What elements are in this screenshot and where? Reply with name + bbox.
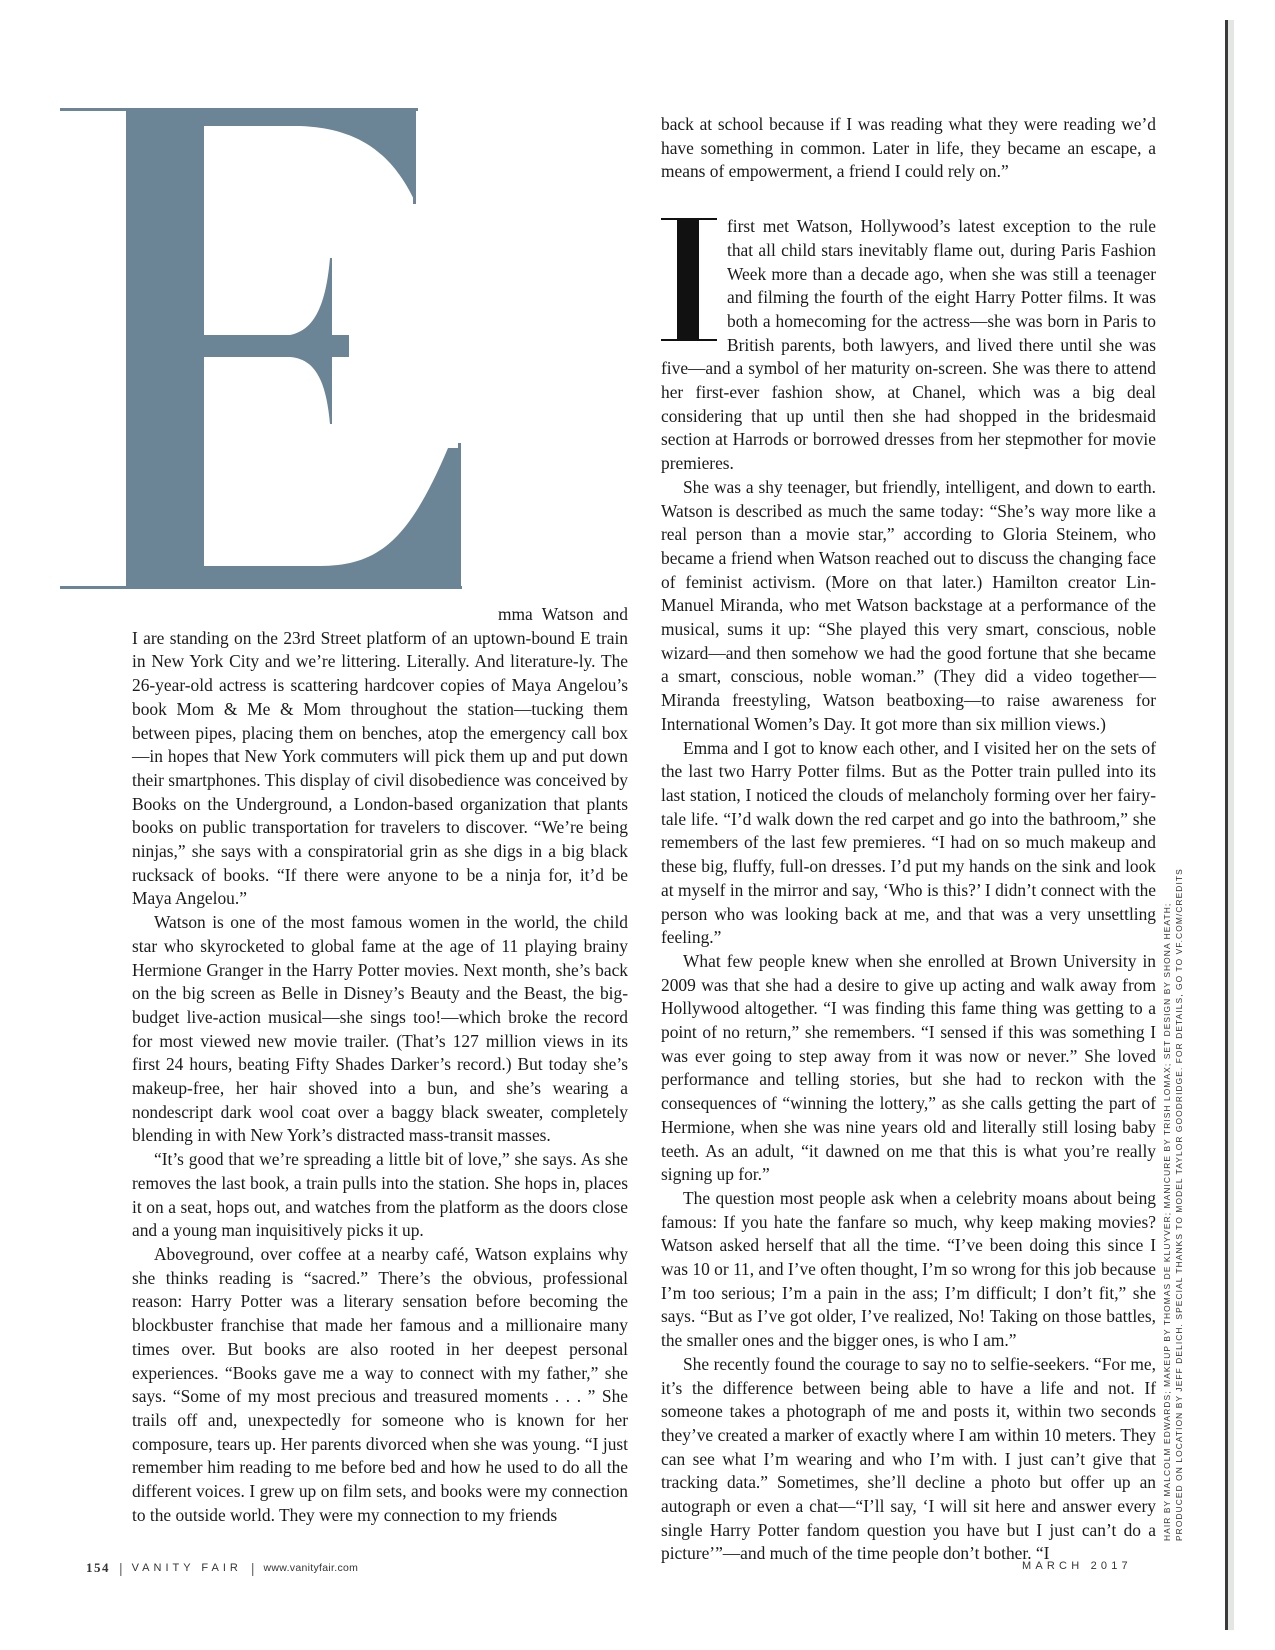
- article-column-left: [132, 603, 628, 1527]
- credits-line-1: HAIR BY MALCOLM EDWARDS; MAKEUP BY THOMAS DE KLUYVER; MANICURE BY TRISH LOMAX; SET DESIGN BY SHONA HEATH;: [1162, 902, 1172, 1541]
- paragraph-3: “It’s good that we’re spreading a little bit of love,” she says. As she removes the last book, a train pulls into the station. She hops in, places it on a seat, hops out, and watches from the platform as the doors close and a young man inquisitively picks it up.: [132, 1149, 628, 1241]
- paragraph-1: mma Watson and I are standing on the 23rd Street platform of an uptown-bound E train in New York City and we’re littering. Literally. And literature-ly. The 26-year-old actress is scattering hardcover copies of Maya Angelou’s book Mom & Me & Mom throughout the station—tucking them between pipes, placing them on benches, atop the emergency call box—in hopes that New York commuters will pick them up and put down their smartphones. This display of civil disobedience was conceived by Books on the Underground, a London-based organization that plants books on public transportation for travelers to discover. “We’re being ninjas,” she says with a conspiratorial grin as she digs in a big black rucksack of books. “If there were anyone to be a ninja for, it’d be Maya Angelou.”: [132, 604, 628, 909]
- paragraph-10: She recently found the courage to say no to selfie-seekers. “For me, it’s the difference between being able to have a life and not. If someone takes a photograph of me and posts it, within two seconds they’ve created a marker of exactly where I am within 10 meters. They can see what I’m wearing and who I’m with. I just can’t give that tracking data.” Sometimes, she’ll decline a photo but offer up an autograph or even a chat—“I’ll say, ‘I will sit here and answer every single Harry Potter fandom question you have but I just can’t do a picture’”—and much of the time people don’t bother. “I: [661, 1353, 1156, 1564]
- footer-left: [86, 1560, 358, 1576]
- section-break: [661, 184, 1156, 215]
- magazine-name: VANITY FAIR: [131, 1562, 242, 1574]
- dropcap-e-graphic: [60, 108, 490, 618]
- dropcap-i-graphic: [661, 218, 717, 342]
- paragraph-8: What few people knew when she enrolled at Brown University in 2009 was that she had a desire to give up acting and walk away from Hollywood altogether. “I was finding this fame thing was getting to a point of no return,” she remembers. “I sensed if this was something I was ever going to step away from it was now or never.” She loved performance and telling stories, but she had to reckon with the consequences of “winning the lottery,” as she calls getting the part of Hermione, when she was nine years old and literally still losing baby teeth. As an adult, “it dawned on me that this is what you’re really signing up for.”: [661, 950, 1156, 1185]
- page-spine-shadow: [1228, 20, 1234, 1630]
- credits-line-2: PRODUCED ON LOCATION BY JEFF DELICH. SPECIAL THANKS TO MODEL TAYLOR GOODRIDGE. FOR DETAILS, GO TO VF.COM/CREDITS: [1174, 868, 1184, 1541]
- paragraph-5: first met Watson, Hollywood’s latest exception to the rule that all child stars inevitably flame out, during Paris Fashion Week more than a decade ago, when she was still a teenager and filming the fourth of the eight Harry Potter films. It was both a homecoming for the actress—she was born in Paris to British parents, both lawyers, and lived there until she was five—and a symbol of her maturity on-screen. She was there to attend her first-ever fashion show, at Chanel, which was a big deal considering that up until then she had shopped in the bridesmaid section at Harrods or borrowed dresses from her stepmother for movie premieres.: [661, 216, 1156, 474]
- page-number: 154: [86, 1560, 110, 1575]
- paragraph-7: Emma and I got to know each other, and I visited her on the sets of the last two Harry Potter films. But as the Potter train pulled into its last station, I noticed the clouds of melancholy forming over her fairy-tale life. “I’d walk down the red carpet and go into the bathroom,” she remembers of the last few premieres. “I had on so much makeup and these big, fluffy, full-on dresses. I’d put my hands on the sink and look at myself in the mirror and say, ‘Who is this?’ I didn’t connect with the person who was looking back at me, and that was a very unsettling feeling.”: [661, 737, 1156, 948]
- dropcap-letter-i: [661, 218, 717, 342]
- footer-separator-1: |: [119, 1560, 123, 1576]
- issue-date: MARCH 2017: [1022, 1560, 1132, 1572]
- dropcap-letter-e: [60, 108, 490, 618]
- article-column-right: [661, 113, 1156, 1566]
- photo-credits: [1161, 868, 1185, 1541]
- paragraph-6: She was a shy teenager, but friendly, intelligent, and down to earth. Watson is described as much the same today: “She’s way more like a real person than a movie star,” according to Gloria Steinem, who became a friend when Watson reached out to discuss the changing face of feminist activism. (More on that later.) Hamilton creator Lin-Manuel Miranda, who met Watson backstage at a performance of the musical, sums it up: “She played this very smart, conscious, noble wizard—and then somehow we had the good fortune that she became a smart, conscious, noble woman.” (They did a video together—Miranda freestyling, Watson beatboxing—to raise awareness for International Women’s Day. It got more than six million views.): [661, 476, 1156, 734]
- paragraph-continued: back at school because if I was reading what they were reading we’d have something in common. Later in life, they became an escape, a means of empowerment, a friend I could rely on.”: [661, 114, 1156, 182]
- paragraph-2: Watson is one of the most famous women in the world, the child star who skyrocketed to global fame at the age of 11 playing brainy Hermione Granger in the Harry Potter movies. Next month, she’s back on the big screen as Belle in Disney’s Beauty and the Beast, the big-budget live-action musical—she sings too!—which broke the record for most viewed new movie trailer. (That’s 127 million views in its first 24 hours, beating Fifty Shades Darker’s record.) But today she’s makeup-free, her hair shoved into a bun, and she’s wearing a nondescript dark wool coat over a baggy black sweater, completely blending in with New York’s distracted mass-transit masses.: [132, 912, 628, 1146]
- paragraph-4: Aboveground, over coffee at a nearby café, Watson explains why she thinks reading is “sacred.” There’s the obvious, professional reason: Harry Potter was a literary sensation before becoming the blockbuster franchise that made her famous and a millionaire many times over. But books are also rooted in her deepest personal experiences. “Books gave me a way to connect with my father,” she says. “Some of my most precious and treasured moments . . . ” She trails off and, unexpectedly for someone who is known for her composure, tears up. Her parents divorced when she was young. “I just remember him reading to me before bed and how he used to do all the different voices. I grew up on film sets, and books were my connection to the outside world. They were my connection to my friends: [132, 1243, 628, 1525]
- footer-separator-2: |: [250, 1560, 255, 1576]
- paragraph-9: The question most people ask when a celebrity moans about being famous: If you hate the fanfare so much, why keep making movies? Watson asked herself that all the time. “I’ve been doing this since I was 10 or 11, and I’ve often thought, I’m so wrong for this job because I’m too serious; I’m a pain in the ass; I’m difficult; I don’t fit,” she says. “But as I’ve got older, I’ve realized, No! Taking on those battles, the smaller ones and the bigger ones, is who I am.”: [661, 1187, 1156, 1351]
- magazine-url[interactable]: www.vanityfair.com: [263, 1562, 359, 1574]
- page-spine: [1225, 20, 1228, 1630]
